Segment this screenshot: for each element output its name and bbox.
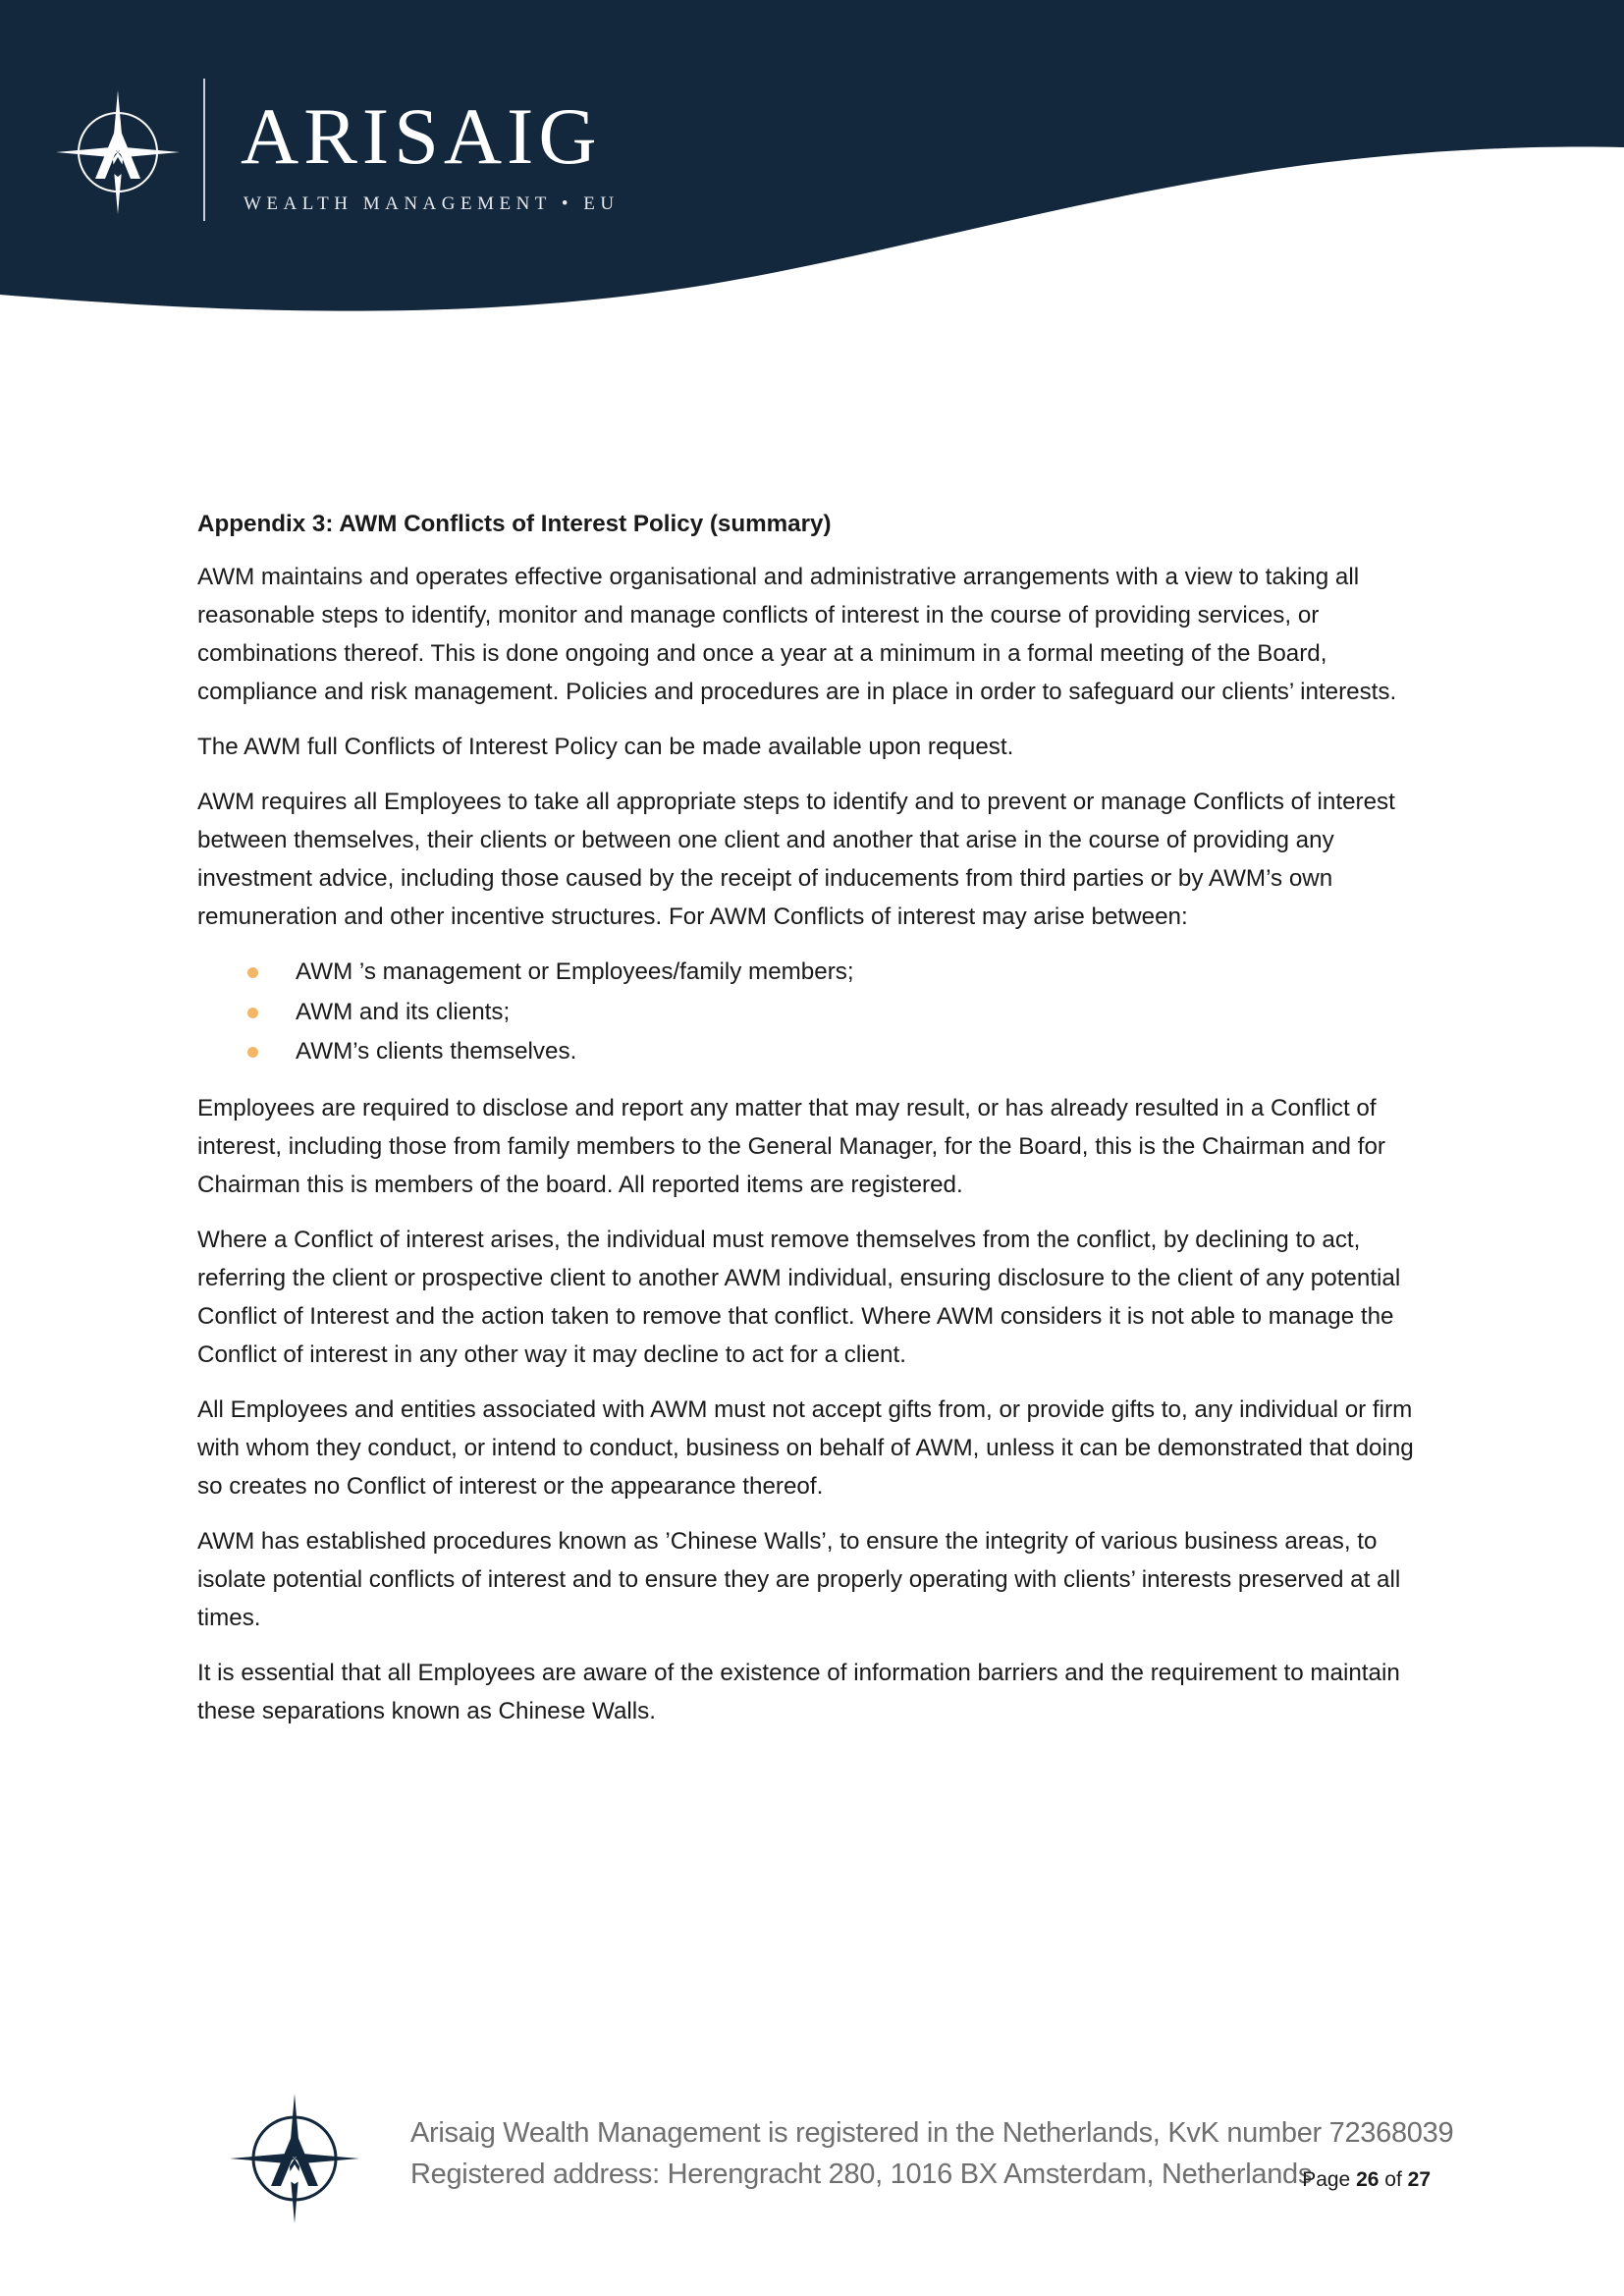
list-item bbox=[197, 1032, 1444, 1072]
conflict-parties-list bbox=[197, 953, 1444, 1072]
paragraph: The AWM full Conflicts of Interest Policy can be made available upon request. bbox=[197, 734, 1014, 760]
paragraph: AWM maintains and operates effective organisational and administrative arrangements with a view to taking all reasonable steps to identify, monitor and manage conflicts of interest in the course of providing services, or combinations thereof. This is done ongoing and once a year at a minimum in a formal meeting of the Board, compliance and risk management. Policies and procedures are in place in order to safeguard our clients’ interests. bbox=[197, 564, 1397, 705]
list-item bbox=[197, 993, 1444, 1033]
paragraph: AWM has established procedures known as ’Chinese Walls’, to ensure the integrity of various business areas, to isolate potential conflicts of interest and to ensure they are properly operating with clients’ interests preserved at all times. bbox=[197, 1527, 1401, 1631]
paragraph: It is essential that all Employees are aware of the existence of information barriers and the requirement to maintain these separations known as Chinese Walls. bbox=[197, 1659, 1400, 1724]
list-item bbox=[197, 953, 1444, 993]
page-footer bbox=[228, 2092, 1454, 2239]
paragraph: All Employees and entities associated with AWM must not accept gifts from, or provide gifts to, any individual or firm with whom they conduct, or intend to conduct, business on behalf of AWM, unless it can be demonstrated that doing so creates no Conflict of interest or the appearance thereof. bbox=[197, 1395, 1414, 1500]
section-heading: Appendix 3: AWM Conflicts of Interest Policy (summary) bbox=[197, 511, 832, 537]
page-total: 27 bbox=[1407, 2168, 1431, 2191]
compass-mountain-icon bbox=[228, 2092, 361, 2225]
logo-divider bbox=[203, 79, 205, 221]
registration-info: Arisaig Wealth Management is registered in the Netherlands, KvK number 72368039 bbox=[410, 2117, 1454, 2149]
brand-logo bbox=[54, 79, 682, 236]
bullet-icon bbox=[247, 1008, 258, 1018]
brand-tagline: WEALTH MANAGEMENT • EU bbox=[244, 193, 620, 214]
document-body bbox=[197, 505, 1444, 1747]
paragraph: Where a Conflict of interest arises, the individual must remove themselves from the conflict, by declining to act, referring the client or prospective client to another AWM individual, ensuring disclosure to the client of any potential Conflict of Interest and the action taken to remove that conflict. Where AWM considers it is not able to manage the Conflict of interest in any other way it may decline to act for a client. bbox=[197, 1226, 1401, 1368]
paragraph: AWM requires all Employees to take all appropriate steps to identify and to prevent or manage Conflicts of interest between themselves, their clients or between one client and another that arise in the course of providing any investment advice, including those caused by the receipt of inducements from third parties or by AWM’s own remuneration and other incentive structures. For AWM Conflicts of interest may arise between: bbox=[197, 789, 1395, 930]
bullet-icon bbox=[247, 1047, 258, 1058]
list-item-text: AWM’s clients themselves. bbox=[296, 1038, 577, 1065]
page-number bbox=[1302, 2168, 1431, 2192]
brand-name: ARISAIG bbox=[241, 91, 602, 181]
paragraph: Employees are required to disclose and report any matter that may result, or has already resulted in a Conflict of interest, including those from family members to the General Manager, for the Board, this is the Chairman and for Chairman this is members of the board. All reported items are registered. bbox=[197, 1094, 1385, 1198]
list-item-text: AWM and its clients; bbox=[296, 998, 511, 1025]
page-of: of bbox=[1384, 2168, 1402, 2191]
page-current: 26 bbox=[1356, 2168, 1380, 2191]
page-label: Page bbox=[1302, 2168, 1351, 2191]
compass-mountain-icon bbox=[54, 88, 182, 216]
registered-address: Registered address: Herengracht 280, 1016 BX Amsterdam, Netherlands bbox=[410, 2159, 1313, 2190]
list-item-text: AWM ’s management or Employees/family members; bbox=[296, 958, 854, 985]
bullet-icon bbox=[247, 967, 258, 978]
